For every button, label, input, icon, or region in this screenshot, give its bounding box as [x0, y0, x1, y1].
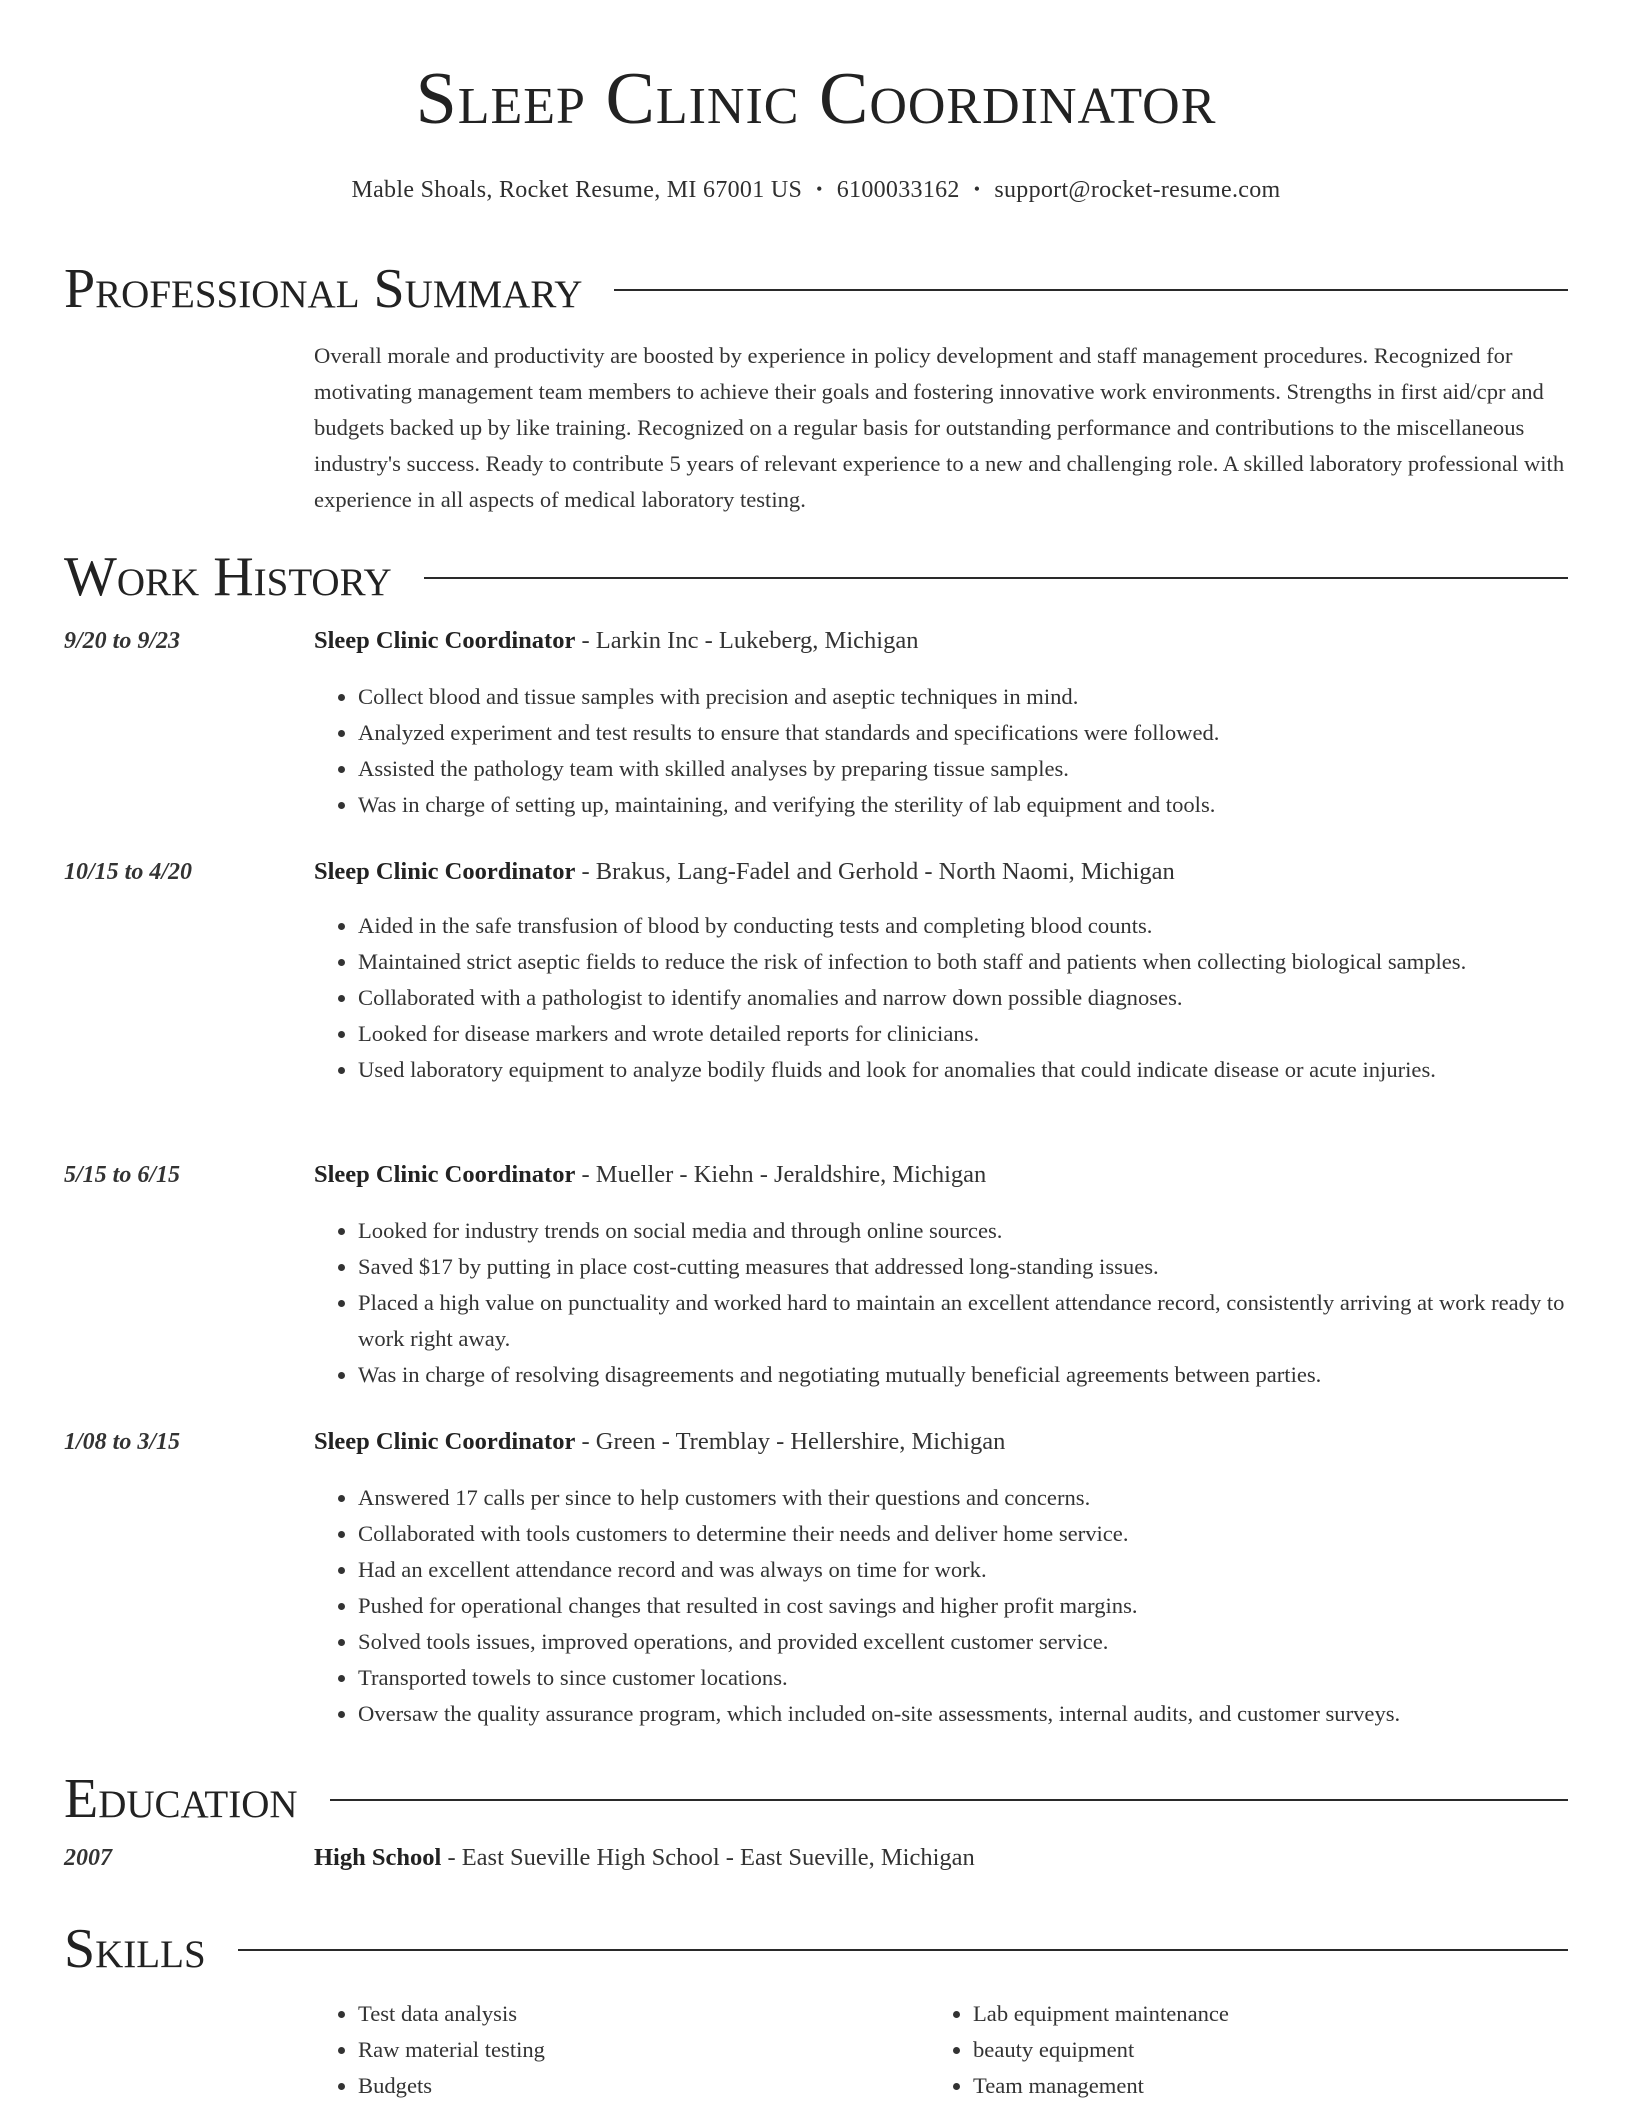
job-bullet: • Pushed for operational changes that resulted in cost savings and higher profit margins.	[358, 1588, 1568, 1624]
job-bullet: • Analyzed experiment and test results to ensure that standards and specifications were followed.	[358, 715, 1568, 751]
skill-item: • Budgets	[358, 2068, 545, 2104]
skill-item: • beauty equipment	[973, 2032, 1229, 2068]
job-bullets	[314, 679, 1568, 823]
job-details: - Larkin Inc - Lukeberg, Michigan	[575, 627, 919, 654]
job-dates: 10/15 to 4/20	[64, 859, 193, 885]
education-header	[314, 1842, 975, 1874]
section-title: Education	[64, 1768, 298, 1830]
job-title: Sleep Clinic Coordinator	[314, 1428, 576, 1455]
job-bullets	[314, 1480, 1568, 1732]
job-details: - Brakus, Lang-Fadel and Gerhold - North Naomi, Michigan	[575, 858, 1175, 885]
section-title: Work History	[64, 546, 392, 608]
job-bullet: • Used laboratory equipment to analyze bodily fluids and look for anomalies that could indicate disease or acute injuries.	[358, 1052, 1568, 1088]
skills-column-2	[929, 1996, 1229, 2104]
job-bullet: • Collect blood and tissue samples with precision and aseptic techniques in mind.	[358, 679, 1568, 715]
job-bullet: • Had an excellent attendance record and was always on time for work.	[358, 1552, 1568, 1588]
section-rule	[424, 577, 1568, 579]
job-bullet: • Placed a high value on punctuality and worked hard to maintain an excellent attendance record, consistently arriving at work ready to work right away.	[358, 1285, 1568, 1357]
job-bullet: • Maintained strict aseptic fields to reduce the risk of infection to both staff and patients when collecting biological samples.	[358, 944, 1568, 980]
job-header	[314, 1159, 986, 1191]
section-title: Skills	[64, 1918, 206, 1980]
contact-separator: •	[816, 179, 823, 199]
contact-separator: •	[973, 179, 981, 199]
summary-text: Overall morale and productivity are boosted by experience in policy development and staff management procedures. Recognized for motivating management team members to achieve their goals and fostering innovative work environments. Strengths in first aid/cpr and budgets backed up by like training. Recognized on a regular basis for outstanding performance and contributions to the miscellaneous industry's success. Ready to contribute 5 years of relevant experience to a new and challenging role. A skilled laboratory professional with experience in all aspects of medical laboratory testing.	[314, 343, 1565, 512]
resume-name: Sleep Clinic Coordinator	[415, 58, 1217, 140]
skill-item: • Lab equipment maintenance	[973, 1996, 1229, 2032]
skills-column-1	[314, 1996, 545, 2104]
job-bullet: • Answered 17 calls per since to help customers with their questions and concerns.	[358, 1480, 1568, 1516]
section-rule	[614, 289, 1568, 291]
job-bullet: • Collaborated with a pathologist to identify anomalies and narrow down possible diagnoses.	[358, 980, 1568, 1016]
job-bullet: • Saved $17 by putting in place cost-cutting measures that addressed long-standing issues.	[358, 1249, 1568, 1285]
education-year: 2007	[64, 1845, 112, 1871]
contact-email: support@rocket-resume.com	[994, 177, 1281, 203]
job-bullet: • Assisted the pathology team with skilled analyses by preparing tissue samples.	[358, 751, 1568, 787]
job-bullet: • Looked for industry trends on social media and through online sources.	[358, 1213, 1568, 1249]
job-bullet: • Was in charge of resolving disagreements and negotiating mutually beneficial agreements between parties.	[358, 1357, 1568, 1393]
job-details: - Mueller - Kiehn - Jeraldshire, Michigan	[575, 1161, 987, 1188]
job-dates: 1/08 to 3/15	[64, 1429, 181, 1455]
job-title: Sleep Clinic Coordinator	[314, 858, 576, 885]
job-title: Sleep Clinic Coordinator	[314, 627, 576, 654]
job-bullet: • Was in charge of setting up, maintaining, and verifying the sterility of lab equipment and tools.	[358, 787, 1568, 823]
education-degree: High School	[314, 1844, 442, 1871]
job-bullet: • Looked for disease markers and wrote detailed reports for clinicians.	[358, 1016, 1568, 1052]
job-header	[314, 1426, 1005, 1458]
job-dates: 5/15 to 6/15	[64, 1162, 181, 1188]
job-bullets	[314, 1213, 1568, 1393]
job-dates: 9/20 to 9/23	[64, 628, 181, 654]
section-rule	[238, 1949, 1568, 1951]
section-education-header	[64, 1768, 1568, 1830]
contact-phone: 6100033162	[836, 177, 960, 203]
job-header	[314, 856, 1175, 888]
skill-item: • Test data analysis	[358, 1996, 545, 2032]
contact-address: Mable Shoals, Rocket Resume, MI 67001 US	[351, 177, 803, 203]
skill-item: • Raw material testing	[358, 2032, 545, 2068]
job-bullet: • Aided in the safe transfusion of blood by conducting tests and completing blood counts.	[358, 908, 1568, 944]
skill-item: • Team management	[973, 2068, 1229, 2104]
job-bullet: • Collaborated with tools customers to determine their needs and deliver home service.	[358, 1516, 1568, 1552]
section-skills-header	[64, 1918, 1568, 1980]
section-work-header	[64, 546, 1568, 608]
job-bullet: • Solved tools issues, improved operations, and provided excellent customer service.	[358, 1624, 1568, 1660]
education-details: - East Sueville High School - East Sueville, Michigan	[441, 1844, 975, 1871]
contact-line	[0, 177, 1632, 204]
job-title: Sleep Clinic Coordinator	[314, 1161, 576, 1188]
section-summary-header	[64, 258, 1568, 320]
job-bullets	[314, 908, 1568, 1088]
job-bullet: • Transported towels to since customer locations.	[358, 1660, 1568, 1696]
section-title: Professional Summary	[64, 258, 583, 320]
job-bullet: • Oversaw the quality assurance program, which included on-site assessments, internal audits, and customer surveys.	[358, 1696, 1568, 1732]
section-rule	[330, 1799, 1568, 1801]
job-details: - Green - Tremblay - Hellershire, Michigan	[575, 1428, 1006, 1455]
job-header	[314, 625, 918, 657]
